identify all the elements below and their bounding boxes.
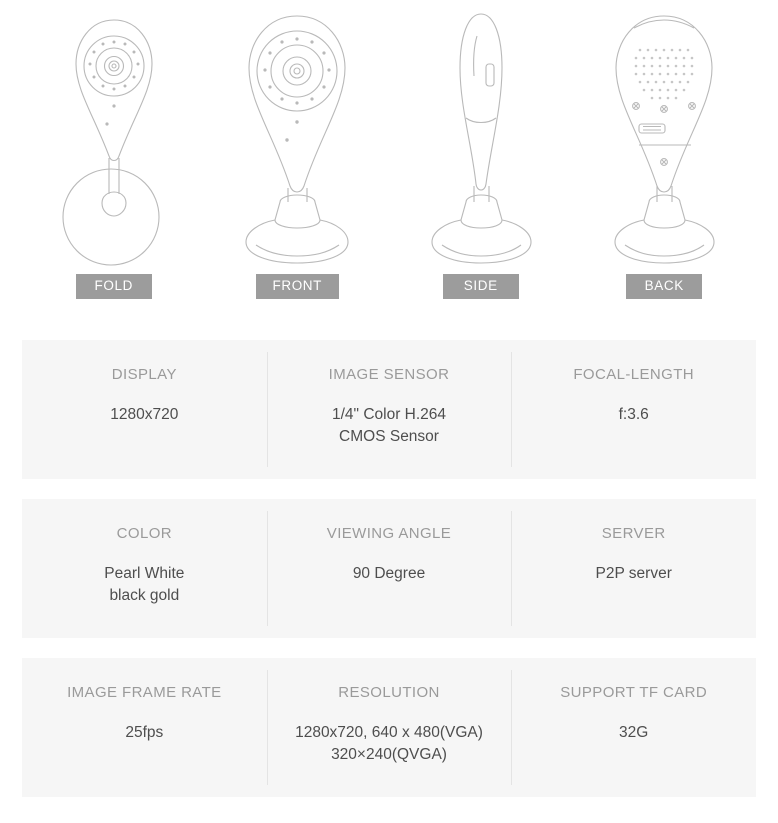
spec-key: DISPLAY — [111, 366, 177, 383]
spec-value — [519, 563, 748, 585]
spec-value-line1: f:3.6 — [618, 406, 649, 423]
spec-cell-viewing-angle — [267, 499, 512, 638]
product-view-side — [389, 6, 573, 318]
spec-key: RESOLUTION — [338, 683, 440, 701]
spec-key: SERVER — [601, 524, 666, 542]
spec-value-line1: 1/4" Color H.264 — [331, 406, 447, 423]
camera-folded-view-illustration — [22, 6, 206, 274]
product-view-back — [573, 6, 757, 318]
product-view-front — [206, 6, 390, 318]
spec-value-line1: 32G — [619, 723, 649, 741]
camera-front-view-illustration — [206, 6, 390, 274]
spec-value — [275, 404, 504, 449]
spec-value-line1: P2P server — [595, 564, 672, 582]
spec-table-row-1 — [22, 340, 756, 479]
spec-key: IMAGE SENSOR — [328, 366, 450, 383]
product-view-label: BACK — [626, 274, 702, 299]
spec-cell-support-tf-card — [511, 658, 756, 797]
spec-value-line1: 1280x720 — [110, 406, 179, 423]
spec-value — [275, 563, 504, 585]
product-view-label: SIDE — [443, 274, 519, 299]
spec-value-line2: black gold — [109, 587, 180, 605]
spec-value-line2: CMOS Sensor — [339, 428, 439, 446]
product-views-row — [0, 0, 778, 318]
spec-key: IMAGE FRAME RATE — [67, 683, 222, 701]
spec-value — [275, 722, 504, 767]
spec-value-line1: 90 Degree — [352, 564, 426, 582]
spec-cell-server — [511, 499, 756, 638]
camera-back-view-illustration — [573, 6, 757, 274]
spec-value-line2: 320×240(QVGA) — [331, 746, 447, 764]
spec-value-line1: 1280x720, 640 x 480(VGA) — [295, 723, 483, 741]
spec-value — [519, 722, 748, 744]
spec-cell-image-sensor — [267, 340, 512, 479]
spec-key: VIEWING ANGLE — [326, 524, 452, 542]
camera-side-view-illustration — [389, 6, 573, 274]
spec-value — [30, 563, 259, 608]
spec-cell-focal-length — [511, 340, 756, 479]
spec-value-line1: 25fps — [125, 723, 164, 741]
spec-cell-display — [22, 340, 267, 479]
spec-table-row-2 — [22, 499, 756, 638]
product-view-label: FRONT — [256, 274, 340, 299]
spec-key: SUPPORT TF CARD — [560, 683, 708, 701]
spec-key: FOCAL-LENGTH — [573, 366, 694, 383]
spec-cell-color — [22, 499, 267, 638]
spec-value — [30, 404, 259, 426]
product-view-label: FOLD — [76, 274, 152, 299]
spec-key: COLOR — [116, 524, 172, 542]
spec-value-line1: Pearl White — [104, 564, 185, 582]
product-view-fold — [22, 6, 206, 318]
spec-value — [519, 404, 748, 426]
spec-cell-resolution — [267, 658, 512, 797]
spec-value — [30, 722, 259, 744]
bottom-spacer — [0, 817, 778, 823]
spec-cell-image-frame-rate — [22, 658, 267, 797]
spec-table-row-3 — [22, 658, 756, 797]
